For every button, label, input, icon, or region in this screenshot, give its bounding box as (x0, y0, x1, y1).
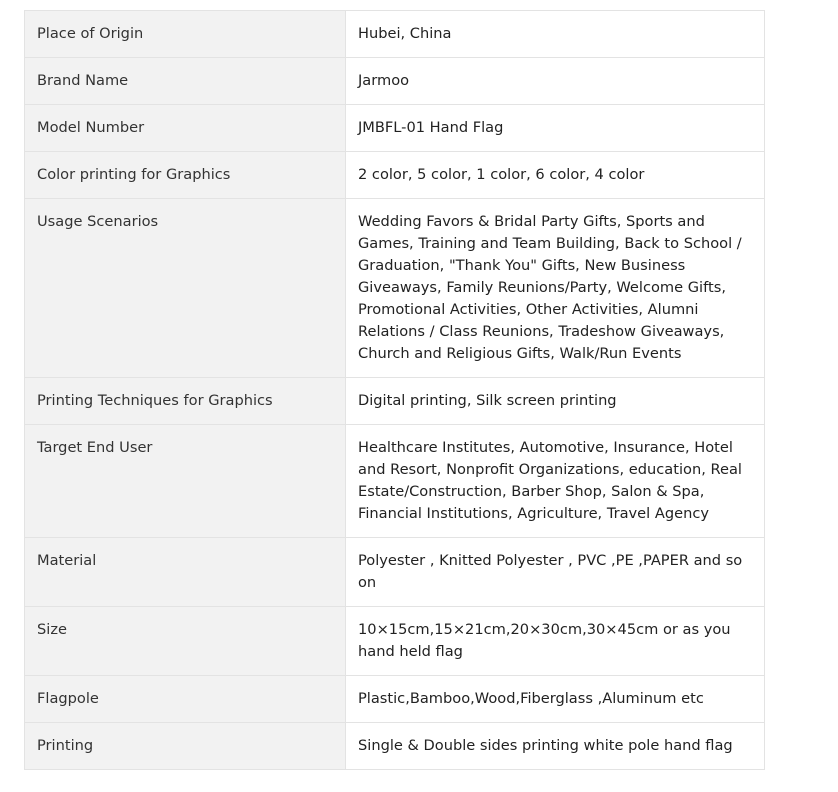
spec-label: Usage Scenarios (25, 199, 346, 378)
spec-label: Target End User (25, 425, 346, 538)
spec-label: Material (25, 538, 346, 607)
spec-label: Place of Origin (25, 11, 346, 58)
spec-label: Brand Name (25, 58, 346, 105)
spec-label: Printing Techniques for Graphics (25, 378, 346, 425)
spec-row-usage-scenarios (25, 199, 765, 378)
spec-row-printing (25, 723, 765, 770)
spec-label: Flagpole (25, 676, 346, 723)
spec-value: Jarmoo (346, 58, 765, 105)
spec-row-color-printing (25, 152, 765, 199)
spec-label: Model Number (25, 105, 346, 152)
spec-value: 10×15cm,15×21cm,20×30cm,30×45cm or as you hand held flag (346, 607, 765, 676)
spec-label: Color printing for Graphics (25, 152, 346, 199)
spec-value: Hubei, China (346, 11, 765, 58)
spec-value: Plastic,Bamboo,Wood,Fiberglass ,Aluminum etc (346, 676, 765, 723)
product-spec-table (24, 10, 765, 770)
spec-row-printing-techniques (25, 378, 765, 425)
spec-row-material (25, 538, 765, 607)
spec-row-place-of-origin (25, 11, 765, 58)
spec-value: JMBFL-01 Hand Flag (346, 105, 765, 152)
spec-label: Size (25, 607, 346, 676)
spec-row-target-end-user (25, 425, 765, 538)
spec-row-flagpole (25, 676, 765, 723)
spec-value: Single & Double sides printing white pole hand flag (346, 723, 765, 770)
spec-value: 2 color, 5 color, 1 color, 6 color, 4 color (346, 152, 765, 199)
spec-value: Digital printing, Silk screen printing (346, 378, 765, 425)
spec-value: Healthcare Institutes, Automotive, Insurance, Hotel and Resort, Nonprofit Organizations, education, Real Estate/Construction, Barber Shop, Salon & Spa, Financial Institutions, Agriculture, Travel Agency (346, 425, 765, 538)
spec-row-model-number (25, 105, 765, 152)
spec-value: Polyester , Knitted Polyester , PVC ,PE ,PAPER and so on (346, 538, 765, 607)
spec-value: Wedding Favors & Bridal Party Gifts, Sports and Games, Training and Team Building, Back to School / Graduation, "Thank You" Gifts, New Business Giveaways, Family Reunions/Party, Welcome Gifts, Promotional Activities, Other Activities, Alumni Relations / Class Reunions, Tradeshow Giveaways, Church and Religious Gifts, Walk/Run Events (346, 199, 765, 378)
spec-row-size (25, 607, 765, 676)
spec-label: Printing (25, 723, 346, 770)
spec-row-brand-name (25, 58, 765, 105)
